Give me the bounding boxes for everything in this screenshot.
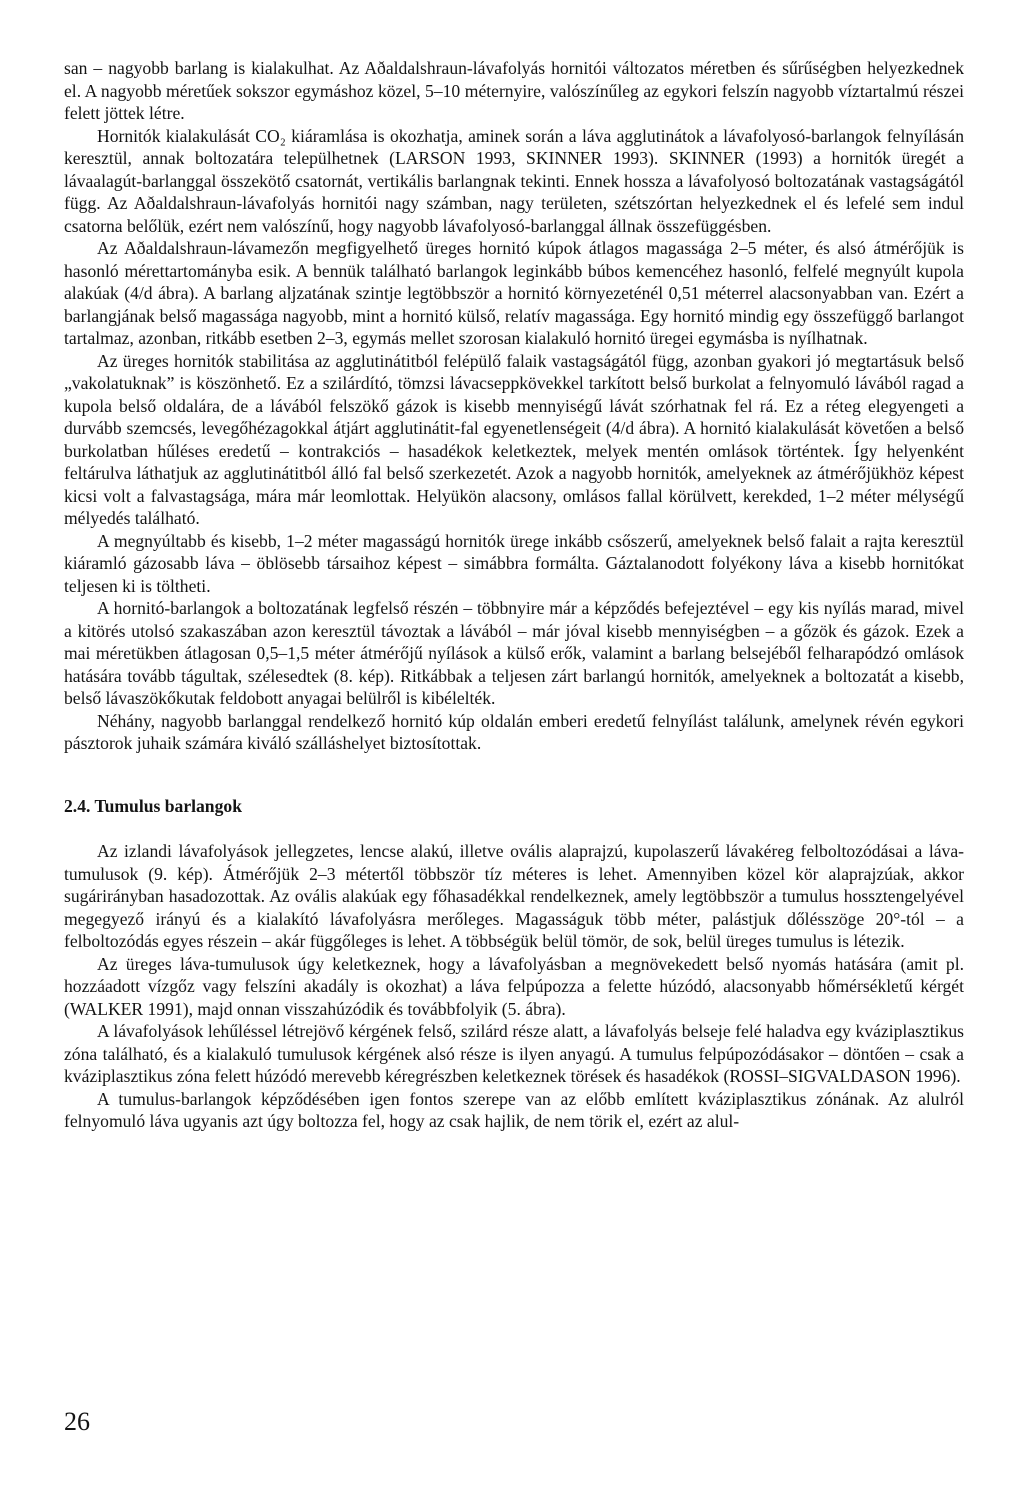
section-paragraph-3: A lávafolyások lehűléssel létrejövő kérgének felső, szilárd része alatt, a lávafolyás belseje felé haladva egy kváziplasztikus zóna található, és a kialakuló tumulusok kérgének alsó része is ilyen anyagú. A tumulus felpúpozódásakor – döntően – csak a kváziplasztikus zóna felett húzódó merevebb kéregrészben keletkeznek törések és hasadékok (ROSSI–SIGVALDASON 1996). [64,1021,964,1086]
page-body [64,57,964,1133]
paragraph-7: Néhány, nagyobb barlanggal rendelkező hornitó kúp oldalán emberi eredetű felnyílást találunk, amelynek révén egykori pásztorok juhaik számára kiváló szálláshelyet biztosítottak. [64,710,964,753]
section-paragraph-2: Az üreges láva-tumulusok úgy keletkeznek, hogy a lávafolyásban a megnövekedett belső nyomás hatására (amit pl. hozzáadott vízgőz vagy felszíni akadály is okozhat) a láva felpúpozza a felette húzódó, alacsonyabb hőmérsékletű kérgét (WALKER 1991), majd onnan visszahúzódik és továbbfolyik (5. ábra). [64,953,964,1019]
section-paragraph-1: Az izlandi lávafolyások jellegzetes, lencse alakú, illetve ovális alaprajzú, kupolaszerű lávakéreg felboltozódásai a láva-tumulusok (9. kép). Átmérőjük 2–3 métertől többször tíz méteres is lehet. Amennyiben közel kör alaprajzúak, akkor sugárirányban hasadozottak. Az ovális alakúak egy főhasadékkal rendelkeznek, amely legtöbbször a tumulus hossztengelyével megegyező irányú és a kialakító lávafolyásra merőleges. Magasságuk több méter, palástjuk dőlésszöge 20°-tól – a felboltozódás egyes részein – akár függőleges is lehet. A többségük belül tömör, de sok, belül üreges tumulus is létezik. [64,841,964,951]
paragraph-2: Hornitók kialakulását CO₂ kiáramlása is okozhatja, aminek során a láva agglutinátok a lávafolyosó-barlangok felnyílásán keresztül, annak boltozatára települhetnek (LARSON 1993, SKINNER 1993). SKINNER (1993) a hornitók üregét a lávaalagút-barlanggal összekötő csatornát, vertikális barlangnak tekinti. Ennek hossza a lávafolyosó boltozatának vastagságától függ. Az Aðaldalshraun-lávafolyás hornitói nagy számban, nagy területen, szétszórtan helyezkednek el és lefelé sem indul csatorna belőlük, ezért nem valószínű, hogy nagyobb lávafolyosó-barlanggal állnak összefüggésben. [64,125,964,236]
section-paragraph-4: A tumulus-barlangok képződésében igen fontos szerepe van az előbb említett kváziplasztikus zónának. Az alulról felnyomuló láva ugyanis azt úgy boltozza fel, hogy az csak hajlik, de nem törik el, ezért az alul- [64,1088,964,1131]
paragraph-3: Az Aðaldalshraun-lávamezőn megfigyelhető üreges hornitó kúpok átlagos magassága 2–5 méter, és alsó átmérőjük is hasonló mérettartományba esik. A bennük található barlangok leginkább búbos kemencéhez hasonló, felfelé megnyúlt kupola alakúak (4/d ábra). A barlang aljzatának szintje legtöbbször a hornitó környezeténél 0,51 méterrel alacsonyabban van. Ezért a barlangjának belső magassága nagyobb, mint a hornitó külső, relatív magassága. Egy hornitó mindig egy összefüggő barlangot tartalmaz, azonban, ritkább esetben 2–3, egymás mellet szorosan kialakuló hornitó üregei egymásba is nyílhatnak. [64,238,964,348]
page-number: 26 [64,1407,90,1436]
section-heading: 2.4. Tumulus barlangok [64,795,242,816]
paragraph-1: san – nagyobb barlang is kialakulhat. Az Aðaldalshraun-lávafolyás hornitói változatos méretben és sűrűségben helyezkednek el. A nagyobb méretűek sokszor egymáshoz közel, 5–10 méternyire, valószínűleg az egykori felszín nagyobb víztartalmú részei felett jöttek létre. [64,58,964,123]
paragraph-6: A hornitó-barlangok a boltozatának legfelső részén – többnyire már a képződés befejeztével – egy kis nyílás marad, mivel a kitörés utolsó szakaszában azon keresztül távoztak a lávából – már jóval kisebb mennyiségben – a gőzök és gázok. Ezek a mai méretükben átlagosan 0,5–1,5 méter átmérőjű nyílások a külső erők, valamint a barlang belsejéből felharapódzó omlások hatására tovább tágultak, szélesedtek (8. kép). Ritkábbak a teljesen zárt barlangú hornitók, amelyeknek a boltozatát a kisebb, belső lávaszökőkutak feldobott anyagai belülről is kibélelték. [64,598,964,708]
paragraph-4: Az üreges hornitók stabilitása az agglutinátitból felépülő falaik vastagságától függ, azonban gyakori jó megtartásuk belső „vakolatuknak” is köszönhető. Ez a szilárdító, tömzsi lávacseppkövekkel tarkított belső burkolat a felnyomuló lávából ragad a kupola belső oldalára, de a lávából felszökő gázok is kisebb mennyiségű lávát szórhatnak fel rá. Ez a réteg elegyengeti a durvább szemcsés, levegőhézagokkal átjárt agglutinátit-fal egyenetlenségeit (4/d ábra). A hornitó kialakulását követően a belső burkolatban hűléses eredetű – kontrakciós – hasadékok keletkeztek, melyek mentén omlások történtek. Így helyenként feltárulva láthatjuk az agglutinátitból álló fal belső szerkezetét. Azok a nagyobb hornitók, amelyeknek az átmérőjükhöz képest kicsi volt a falvastagsága, mára már leomlottak. Helyükön alacsony, omlásos fallal körülvett, kerekded, 1–2 méter mélységű mélyedés található. [64,350,964,528]
paragraph-5: A megnyúltabb és kisebb, 1–2 méter magasságú hornitók ürege inkább csőszerű, amelyeknek belső falait a rajta keresztül kiáramló gázosabb láva – öblösebb társaihoz képest – simábbra formálta. Gáztalanodott folyékony láva a kisebb hornitókat teljesen ki is töltheti. [64,530,964,596]
